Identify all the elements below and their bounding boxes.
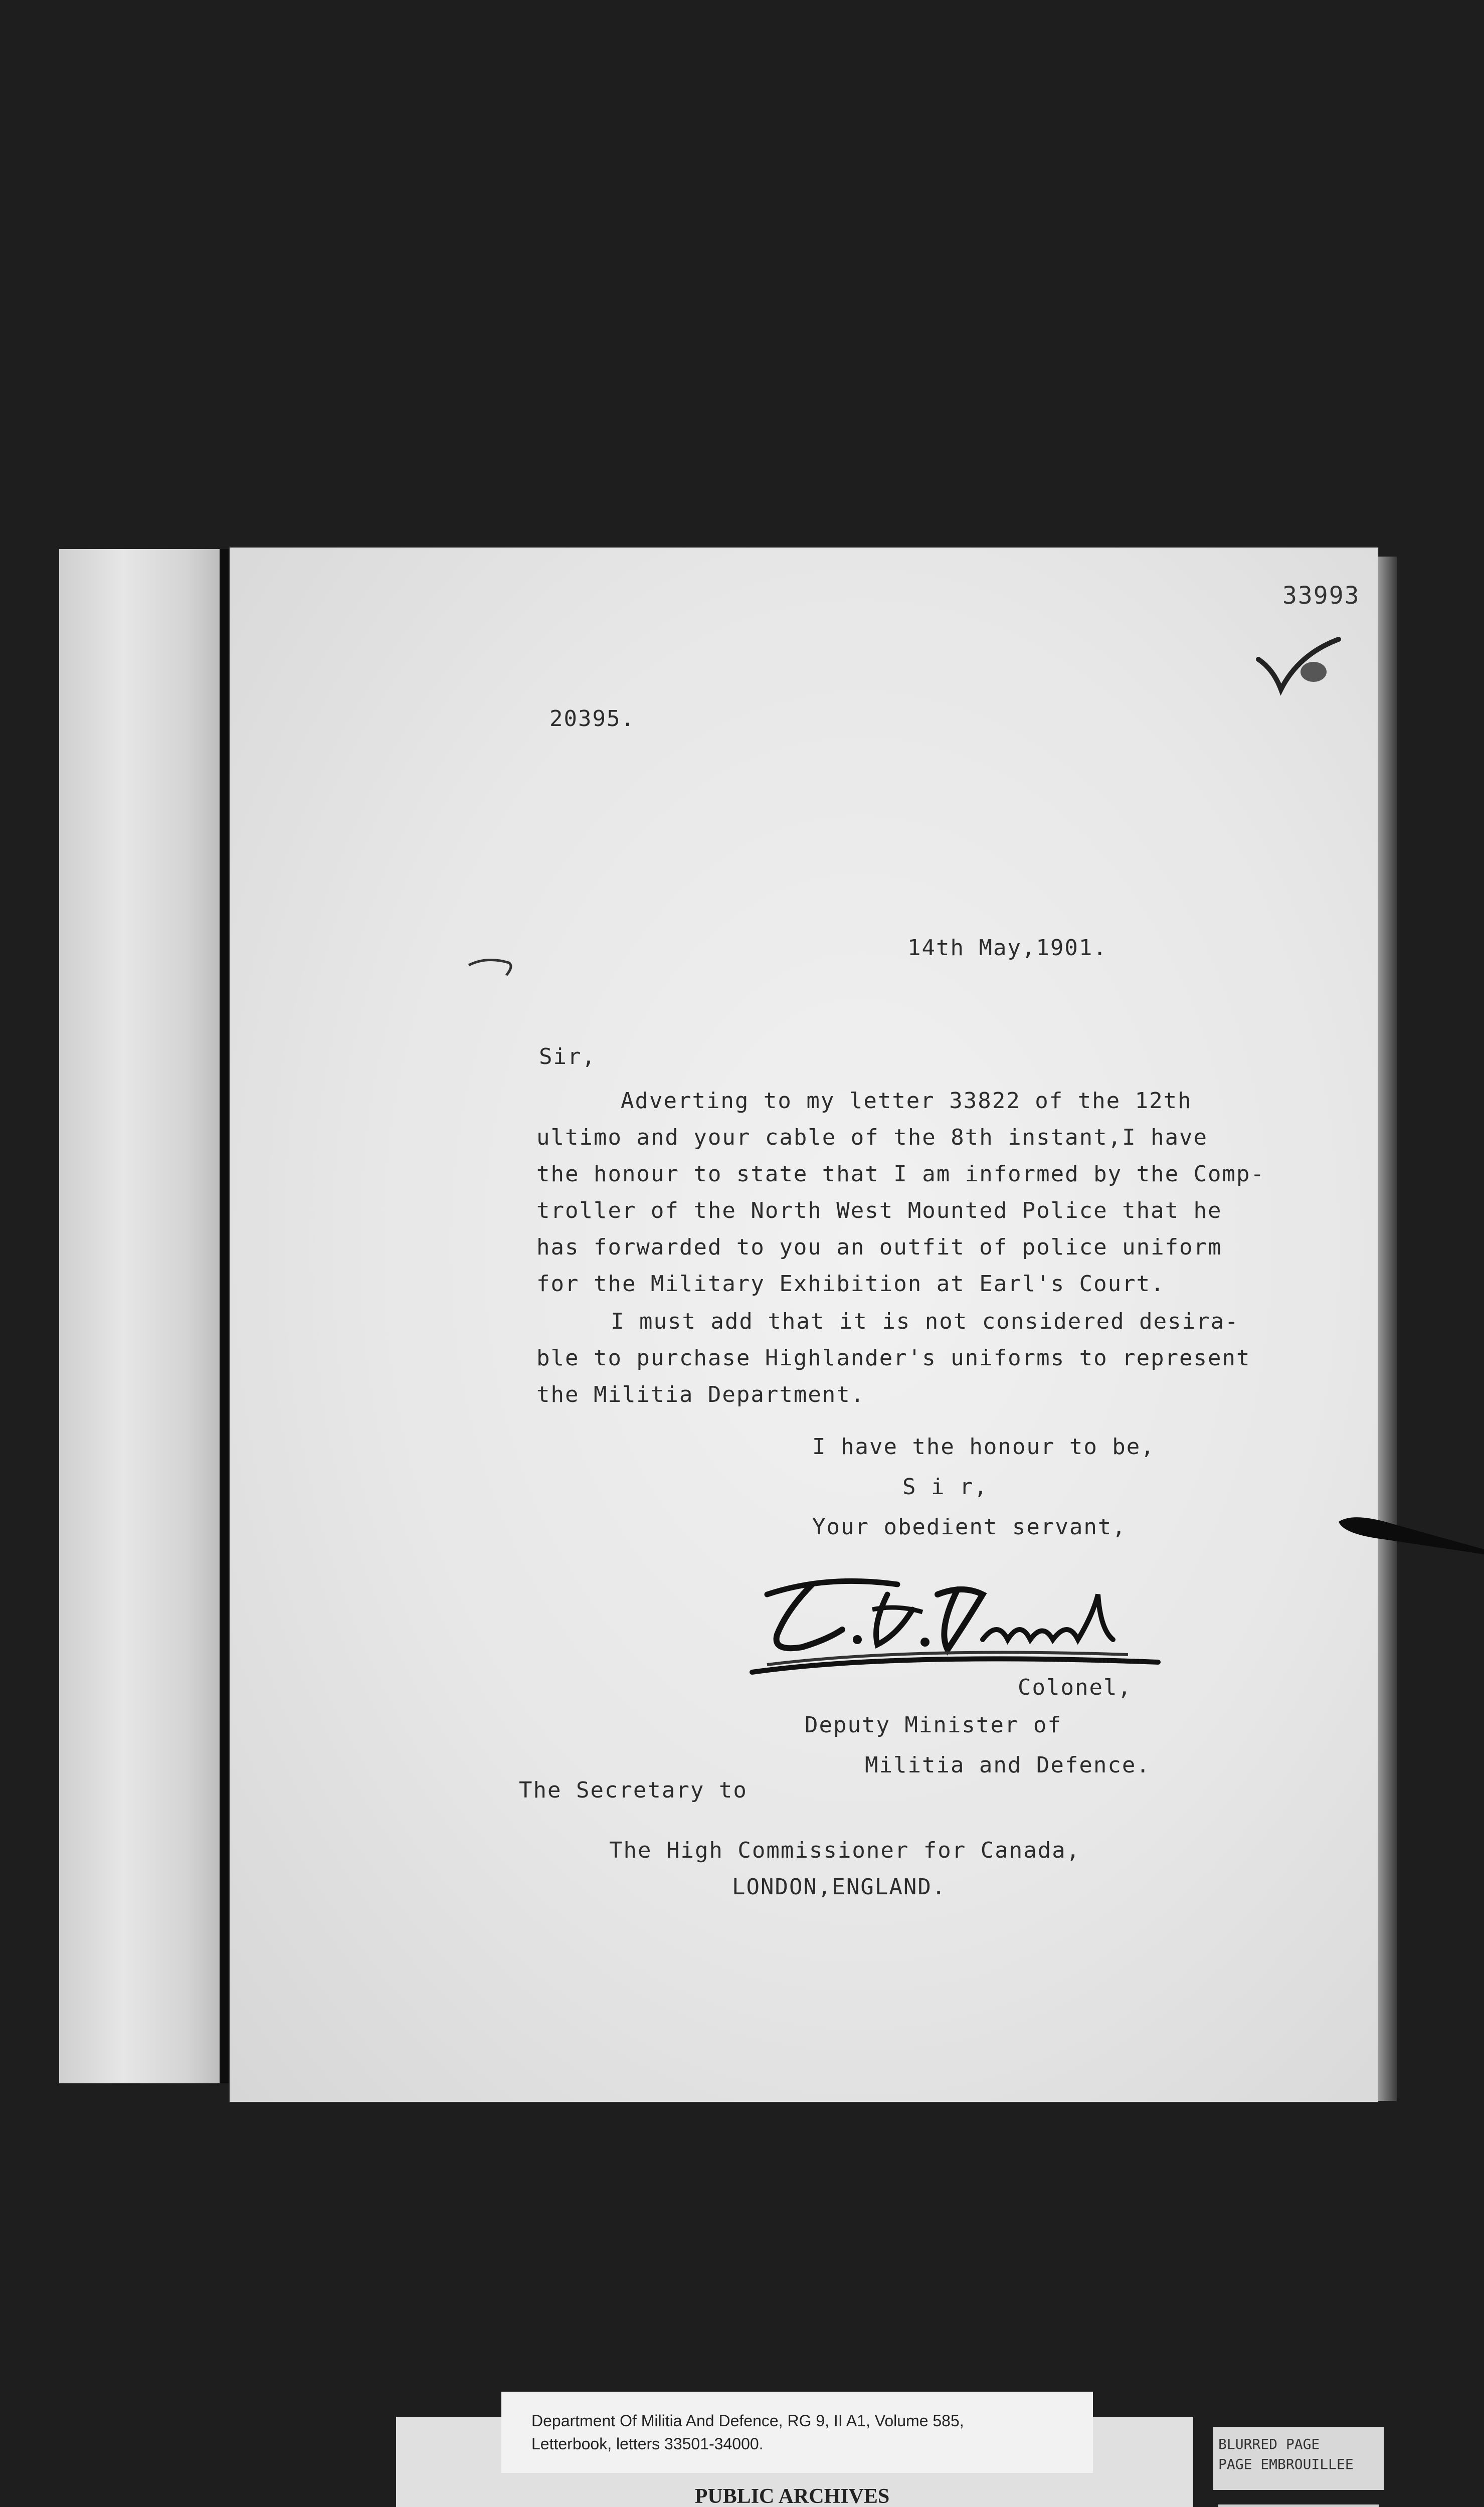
poor-copies-tag bbox=[1218, 2504, 1379, 2507]
body-line: for the Military Exhibition at Earl's Court. bbox=[536, 1271, 1165, 1297]
source-line: Letterbook, letters 33501-34000. bbox=[531, 2435, 764, 2453]
archives-name-line: PUBLIC ARCHIVES bbox=[694, 2485, 890, 2507]
handwritten-signature bbox=[747, 1564, 1178, 1680]
blurred-page-tag bbox=[1213, 2427, 1384, 2490]
addressee-line: The High Commissioner for Canada, bbox=[609, 1838, 1081, 1863]
page-number: 33993 bbox=[1282, 582, 1360, 610]
signatory-title: Deputy Minister of bbox=[805, 1712, 1062, 1738]
addressee-line: LONDON,ENGLAND. bbox=[732, 1874, 947, 1900]
pen-stroke-mark bbox=[466, 955, 516, 980]
signatory-department: Militia and Defence. bbox=[865, 1752, 1151, 1778]
pen-tip-shadow bbox=[1334, 1509, 1484, 1554]
body-line: ble to purchase Highlander's uniforms to represent bbox=[536, 1345, 1251, 1371]
body-line: the honour to state that I am informed by the Comp- bbox=[536, 1161, 1265, 1187]
closing-line: I have the honour to be, bbox=[812, 1434, 1155, 1460]
body-line: ultimo and your cable of the 8th instant,I have bbox=[536, 1125, 1208, 1150]
body-line: has forwarded to you an outfit of police uniform bbox=[536, 1234, 1222, 1260]
body-line: the Militia Department. bbox=[536, 1382, 865, 1407]
reference-number: 20395. bbox=[549, 706, 635, 732]
addressee-line: The Secretary to bbox=[519, 1777, 748, 1803]
source-line: Department Of Militia And Defence, RG 9, II A1, Volume 585, bbox=[531, 2412, 964, 2430]
blurred-tag-line: PAGE EMBROUILLEE bbox=[1218, 2456, 1354, 2472]
body-line: troller of the North West Mounted Police that he bbox=[536, 1198, 1222, 1223]
letter-page-edge bbox=[1378, 557, 1397, 2101]
body-line: I must add that it is not considered desira- bbox=[611, 1309, 1239, 1334]
archive-source-label bbox=[501, 2392, 1093, 2473]
blurred-tag-line: BLURRED PAGE bbox=[1218, 2436, 1320, 2452]
check-mark-icon bbox=[1253, 634, 1344, 714]
closing-line: S i r, bbox=[902, 1474, 988, 1500]
underlying-sheet bbox=[59, 549, 220, 2083]
letter-date: 14th May,1901. bbox=[907, 935, 1107, 961]
signatory-rank: Colonel, bbox=[1018, 1675, 1132, 1700]
closing-line: Your obedient servant, bbox=[812, 1514, 1127, 1540]
body-line: Adverting to my letter 33822 of the 12th bbox=[621, 1088, 1192, 1114]
salutation: Sir, bbox=[539, 1044, 596, 1069]
